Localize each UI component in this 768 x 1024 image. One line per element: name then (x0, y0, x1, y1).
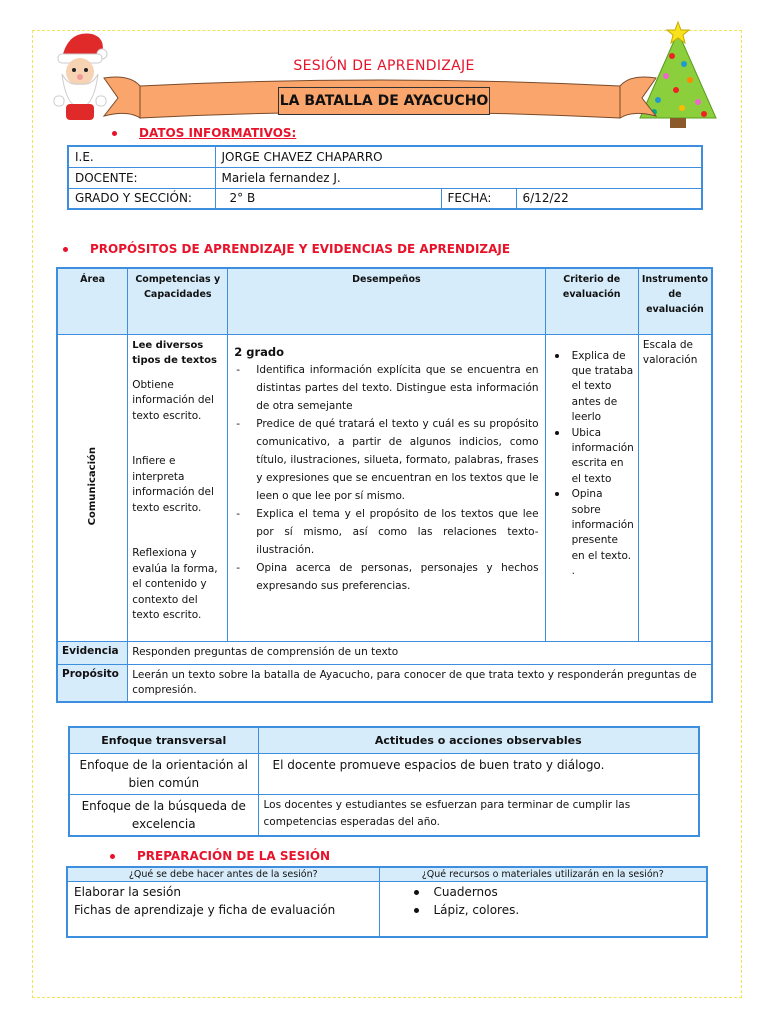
criterio-cell (545, 334, 638, 641)
ie-label: I.E. (68, 146, 215, 167)
lesson-title: LA BATALLA DE AYACUCHO (278, 87, 490, 115)
docente-label: DOCENTE: (68, 167, 215, 188)
docente-value: Mariela fernandez J. (215, 167, 702, 188)
col-recursos: ¿Qué recursos o materiales utilizarán en la sesión? (379, 867, 707, 881)
ie-value: JORGE CHAVEZ CHAPARRO (215, 146, 702, 167)
desempeno-4: - Opina acerca de personas, personajes y hechos expresando sus preferencias. (234, 559, 538, 595)
desempeno-1: - Identifica información explícita que se encuentra en distintas partes del texto. Distingue esta información de otra semejante (234, 361, 538, 415)
antes-2: Fichas de aprendizaje y ficha de evaluación (74, 902, 336, 917)
grado-text: 2 grado (234, 344, 285, 359)
enfoque-table (68, 726, 700, 837)
fecha-value: 6/12/22 (516, 188, 702, 209)
col-competencias: Competencias y Capacidades (128, 268, 228, 334)
antes-1: Elaborar la sesión (74, 884, 181, 899)
criterio-2: Ubica información escrita en el texto (550, 426, 634, 488)
preparacion-heading (110, 849, 330, 863)
datos-heading-text: DATOS INFORMATIVOS: (139, 126, 297, 140)
area-cell (57, 334, 128, 641)
col-criterio: Criterio de evaluación (545, 268, 638, 334)
col-antes: ¿Qué se debe hacer antes de la sesión? (67, 867, 379, 881)
competencia-text: Lee diversos tipos de textos (132, 339, 217, 366)
enfoque-1: Enfoque de la orientación al bien común (69, 753, 258, 794)
desempenos-cell (228, 334, 545, 641)
col-actitudes: Actitudes o acciones observables (258, 727, 699, 753)
instrumento-cell: Escala de valoración (638, 334, 712, 641)
evidencia-value: Responden preguntas de comprensión de un texto (128, 641, 712, 664)
criterio-1: Explica de que trataba el texto antes de leerlo (550, 349, 634, 426)
session-title: SESIÓN DE APRENDIZAJE (293, 58, 475, 74)
datos-heading (112, 126, 296, 140)
desempeno-3: - Explica el tema y el propósito de los textos que lee por sí mismo, así como las relaciones texto-ilustración. (234, 505, 538, 559)
propositos-table (56, 267, 713, 703)
criterio-3: Opina sobre información presente en el texto. . (550, 487, 634, 579)
proposito-value: Leerán un texto sobre la batalla de Ayacucho, para conocer de que trata texto y responderán preguntas de compresión. (128, 664, 712, 702)
preparacion-table (66, 866, 708, 938)
proposito-label: Propósito (57, 664, 128, 702)
datos-table (67, 145, 703, 210)
recurso-2: Lápiz, colores. (386, 901, 701, 919)
bullet-icon (112, 131, 117, 136)
col-area: Área (57, 268, 128, 334)
bullet-icon (63, 247, 68, 252)
grado-value: 2° B (215, 188, 441, 209)
fecha-label: FECHA: (441, 188, 516, 209)
propositos-heading-text: PROPÓSITOS DE APRENDIZAJE Y EVIDENCIAS DE APRENDIZAJE (90, 242, 511, 256)
competencias-cell (128, 334, 228, 641)
desempeno-2: - Predice de qué tratará el texto y cuál es su propósito comunicativo, a partir de algunos indicios, como título, ilustraciones, silueta, formato, palabras, frases y expresiones que se encuentran en los textos que le leen o que lee por sí mismo. (234, 415, 538, 505)
recurso-1: Cuadernos (386, 883, 701, 901)
col-enfoque: Enfoque transversal (69, 727, 258, 753)
grado-label: GRADO Y SECCIÓN: (68, 188, 215, 209)
recursos-cell (379, 881, 707, 937)
actitud-1: El docente promueve espacios de buen trato y diálogo. (258, 753, 699, 794)
evidencia-label: Evidencia (57, 641, 128, 664)
capacidad-2: Infiere e interpreta información del texto escrito. (132, 455, 214, 514)
antes-cell (67, 881, 379, 937)
col-instrumento: Instrumento de evaluación (638, 268, 712, 334)
bullet-icon (110, 854, 115, 859)
actitud-2: Los docentes y estudiantes se esfuerzan para terminar de cumplir las competencias esperadas del año. (258, 794, 699, 836)
preparacion-heading-text: PREPARACIÓN DE LA SESIÓN (137, 849, 331, 863)
capacidad-1: Obtiene información del texto escrito. (132, 378, 214, 422)
capacidad-3: Reflexiona y evalúa la forma, el contenido y contexto del texto escrito. (132, 547, 218, 621)
enfoque-2: Enfoque de la búsqueda de excelencia (69, 794, 258, 836)
col-desempenos: Desempeños (228, 268, 545, 334)
propositos-heading (63, 242, 510, 256)
area-text: Comunicación (87, 446, 99, 526)
